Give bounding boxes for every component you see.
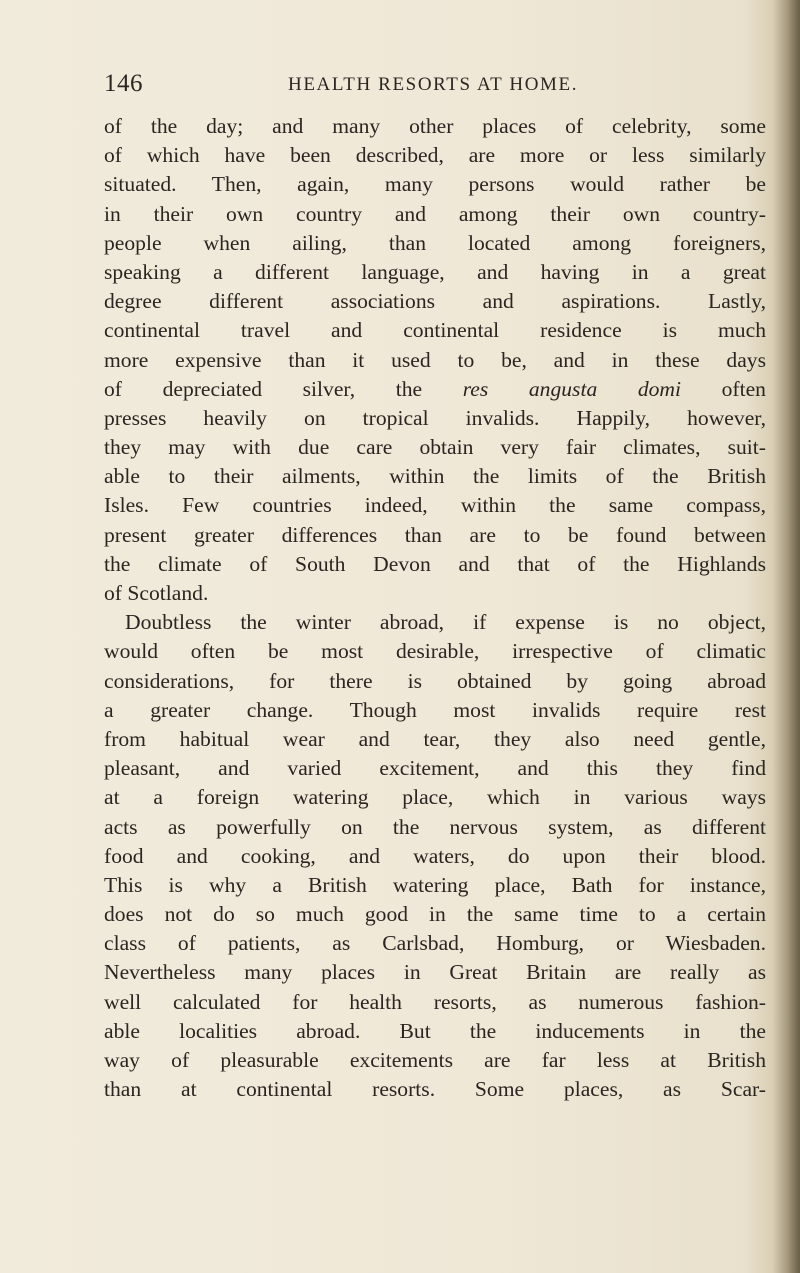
page-number: 146: [104, 70, 143, 97]
text-line: considerations, for there is obtained by going abroad: [104, 668, 766, 693]
line-text-after-italic: often: [681, 376, 766, 401]
text-line: the climate of South Devon and that of the Highlands: [104, 551, 766, 576]
text-line: from habitual wear and tear, they also need gentle,: [104, 726, 766, 751]
text-line: more expensive than it used to be, and in these days: [104, 347, 766, 372]
text-line: able to their ailments, within the limits of the British: [104, 464, 766, 489]
paragraph-end-line: of Scotland.: [104, 581, 209, 605]
text-line: This is why a British watering place, Bath for instance,: [104, 872, 766, 897]
text-line: able localities abroad. But the inducements in the: [104, 1018, 766, 1043]
text-line: continental travel and continental residence is much: [104, 318, 766, 343]
text-line: food and cooking, and waters, do upon their blood.: [104, 843, 766, 868]
text-line: presses heavily on tropical invalids. Happily, however,: [104, 405, 766, 430]
text-line: present greater differences than are to be found between: [104, 522, 766, 547]
running-title: HEALTH RESORTS AT HOME.: [288, 74, 579, 95]
text-line-with-italic: [104, 375, 766, 404]
paragraph-start-line: Doubtless the winter abroad, if expense is no object,: [125, 610, 766, 635]
text-line: of which have been described, are more or less similarly: [104, 143, 766, 168]
text-line: they may with due care obtain very fair climates, suit-: [104, 435, 766, 460]
text-line: of the day; and many other places of celebrity, some: [104, 114, 766, 138]
running-head: [104, 70, 764, 100]
italic-latin-phrase: res angusta domi: [462, 376, 682, 401]
line-text-before-italic: of depreciated silver, the: [104, 376, 463, 401]
text-line: degree different associations and aspirations. Lastly,: [104, 289, 766, 314]
text-line: class of patients, as Carlsbad, Homburg, or Wiesbaden.: [104, 931, 766, 956]
text-line: situated. Then, again, many persons would rather be: [104, 172, 766, 197]
text-line: speaking a different language, and having in a great: [104, 259, 766, 284]
text-line: Nevertheless many places in Great Britain are really as: [104, 960, 766, 985]
text-line: people when ailing, than located among foreigners,: [104, 230, 766, 255]
text-line: a greater change. Though most invalids require rest: [104, 697, 766, 722]
text-line: acts as powerfully on the nervous system, as different: [104, 814, 766, 839]
text-line: at a foreign watering place, which in various ways: [104, 785, 766, 810]
binding-gutter-shadow: [772, 0, 800, 1273]
text-line: pleasant, and varied excitement, and this they find: [104, 756, 766, 781]
text-line: Isles. Few countries indeed, within the same compass,: [104, 493, 766, 518]
text-line: than at continental resorts. Some places, as Scar-: [104, 1077, 766, 1102]
text-line: would often be most desirable, irrespective of climatic: [104, 639, 766, 664]
text-line: does not do so much good in the same time to a certain: [104, 902, 766, 927]
body-text: [104, 112, 766, 1104]
text-line: in their own country and among their own country-: [104, 201, 766, 226]
text-line: well calculated for health resorts, as numerous fashion-: [104, 989, 766, 1014]
text-line: way of pleasurable excitements are far less at British: [104, 1048, 766, 1072]
